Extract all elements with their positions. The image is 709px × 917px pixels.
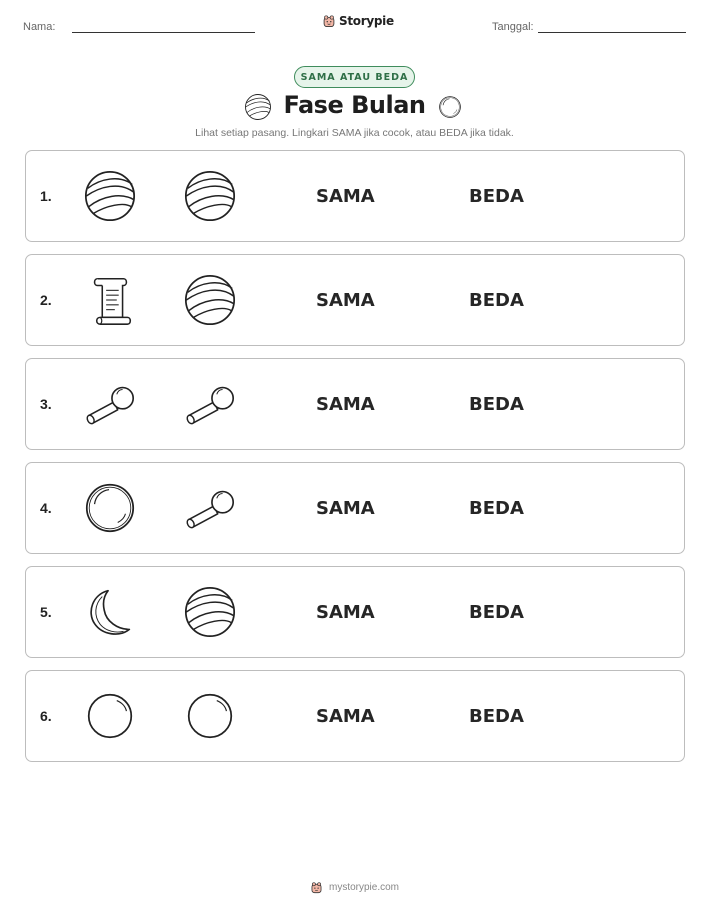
bubble-icon: [81, 479, 139, 537]
row-number: 1.: [40, 188, 52, 204]
circle-icon: [81, 687, 139, 745]
option-same[interactable]: SAMA: [316, 185, 375, 207]
crescent-moon-icon: [81, 583, 139, 641]
page-title: Fase Bulan: [283, 91, 426, 119]
date-label: Tanggal:: [492, 21, 534, 33]
brand-logo: [322, 13, 394, 29]
option-same[interactable]: SAMA: [316, 601, 375, 623]
question-row-2: [25, 254, 685, 346]
striped-ball-icon: [81, 167, 139, 225]
row-number: 4.: [40, 500, 52, 516]
push-pin-icon: [81, 375, 139, 433]
option-different[interactable]: BEDA: [469, 601, 524, 623]
option-same[interactable]: SAMA: [316, 289, 375, 311]
storypie-mascot-icon: [322, 13, 336, 29]
option-same[interactable]: SAMA: [316, 497, 375, 519]
option-different[interactable]: BEDA: [469, 497, 524, 519]
storypie-mascot-icon: [310, 880, 323, 895]
striped-ball-icon: [181, 271, 239, 329]
row-number: 3.: [40, 396, 52, 412]
circle-icon: [437, 94, 463, 120]
question-row-3: [25, 358, 685, 450]
brand-name: Storypie: [339, 14, 394, 28]
option-different[interactable]: BEDA: [469, 705, 524, 727]
push-pin-icon: [181, 479, 239, 537]
circle-icon: [181, 687, 239, 745]
row-number: 2.: [40, 292, 52, 308]
option-same[interactable]: SAMA: [316, 705, 375, 727]
striped-ball-icon: [181, 583, 239, 641]
question-row-1: [25, 150, 685, 242]
option-different[interactable]: BEDA: [469, 393, 524, 415]
striped-ball-icon: [181, 167, 239, 225]
worksheet-type-tag: SAMA ATAU BEDA: [294, 66, 415, 88]
scroll-icon: [81, 271, 139, 329]
question-row-5: [25, 566, 685, 658]
name-input-line[interactable]: [72, 32, 255, 33]
question-row-4: [25, 462, 685, 554]
option-different[interactable]: BEDA: [469, 185, 524, 207]
instructions: Lihat setiap pasang. Lingkari SAMA jika cocok, atau BEDA jika tidak.: [195, 127, 514, 139]
date-input-line[interactable]: [538, 32, 686, 33]
row-number: 5.: [40, 604, 52, 620]
footer-site: mystorypie.com: [328, 882, 399, 893]
name-label: Nama:: [23, 21, 56, 33]
footer: [0, 880, 709, 895]
option-same[interactable]: SAMA: [316, 393, 375, 415]
push-pin-icon: [181, 375, 239, 433]
question-row-6: [25, 670, 685, 762]
row-number: 6.: [40, 708, 52, 724]
option-different[interactable]: BEDA: [469, 289, 524, 311]
